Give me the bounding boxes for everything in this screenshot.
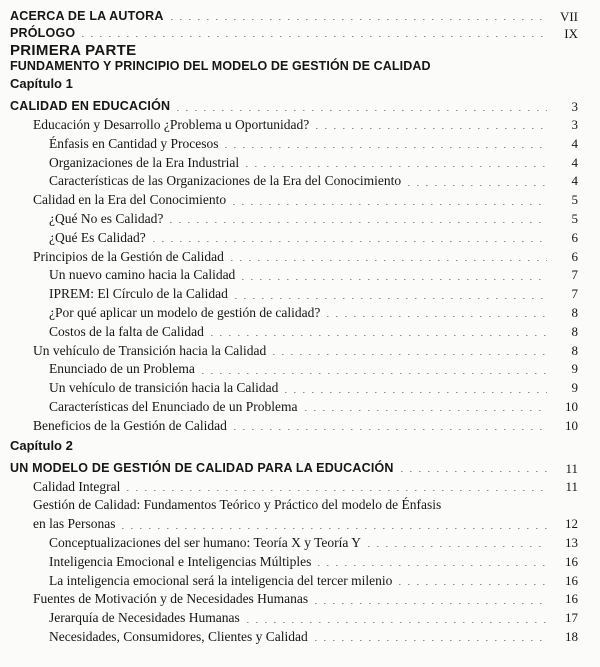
- toc-entry-page: 11: [565, 460, 578, 476]
- toc-entry-page: 12: [565, 516, 578, 532]
- toc-entry-page: 16: [565, 591, 578, 607]
- toc-entry-page: 7: [571, 267, 578, 283]
- toc-entry-text: FUNDAMENTO Y PRINCIPIO DEL MODELO DE GESTIÓN DE CALIDAD: [10, 59, 431, 73]
- dot-leader: [82, 25, 547, 42]
- toc-entry-page: 11: [565, 478, 578, 494]
- toc-entry: [10, 609, 578, 628]
- toc-entry: [10, 496, 578, 515]
- toc-entry-page: 5: [571, 192, 578, 208]
- toc-entry-text: UN MODELO DE GESTIÓN DE CALIDAD PARA LA EDUCACIÓN: [10, 460, 394, 475]
- toc-entry: [10, 172, 578, 191]
- dot-leader: [327, 304, 547, 323]
- toc-entry-page: 17: [565, 610, 578, 626]
- toc-entry: [10, 572, 578, 591]
- dot-leader: [408, 172, 547, 191]
- toc-entry-text: Conceptualizaciones del ser humano: Teoría X y Teoría Y: [49, 534, 362, 550]
- toc-entry-page: VII: [559, 9, 578, 24]
- toc-entry-text: Jerarquía de Necesidades Humanas: [49, 610, 240, 626]
- toc-entry: [10, 478, 578, 497]
- toc-entry-page: 7: [571, 286, 578, 302]
- toc-entry-page: 13: [565, 534, 578, 550]
- toc-entry: [10, 154, 578, 173]
- toc-entry: [10, 438, 578, 454]
- toc-entry-text: Características de las Organizaciones de la Era del Conocimiento: [49, 173, 402, 189]
- toc-entry-page: 3: [571, 99, 578, 114]
- dot-leader: [247, 609, 547, 628]
- toc-entry-text: PRÓLOGO: [10, 26, 76, 40]
- toc-entry-text: Capítulo 1: [10, 76, 73, 91]
- dot-leader: [122, 515, 547, 534]
- toc-entry-text: CALIDAD EN EDUCACIÓN: [10, 99, 171, 113]
- toc-entry: [10, 553, 578, 572]
- toc-entry-page: 6: [571, 229, 578, 245]
- dot-leader: [170, 210, 547, 229]
- toc-entry-page: 10: [565, 398, 578, 414]
- dot-leader: [225, 135, 547, 154]
- toc-entry-text: Un vehículo de Transición hacia la Calidad: [33, 342, 267, 358]
- dot-leader: [127, 478, 547, 497]
- toc-entry-text: Beneficios de la Gestión de Calidad: [33, 417, 227, 433]
- dot-leader: [231, 248, 547, 267]
- toc-entry: [10, 534, 578, 553]
- toc-entry-text: Un vehículo de transición hacia la Calidad: [49, 380, 279, 396]
- dot-leader: [211, 323, 547, 342]
- toc-entry: [10, 248, 578, 267]
- toc-entry-page: 16: [565, 572, 578, 588]
- dot-leader: [234, 417, 547, 436]
- toc-entry: [10, 135, 578, 154]
- toc-entry-text: Un nuevo camino hacia la Calidad: [49, 267, 236, 283]
- dot-leader: [242, 266, 547, 285]
- toc-entry: [10, 459, 578, 478]
- toc-entry-page: 10: [565, 417, 578, 433]
- toc-entry: [10, 8, 578, 25]
- toc-entry-page: 9: [571, 361, 578, 377]
- toc-entry: [10, 59, 578, 74]
- dot-leader: [235, 285, 547, 304]
- dot-leader: [202, 360, 547, 379]
- toc-entry-text: Fuentes de Motivación y de Necesidades Humanas: [33, 591, 309, 607]
- toc-entry-text: La inteligencia emocional será la inteligencia del tercer milenio: [49, 572, 393, 588]
- toc-entry-page: 5: [571, 210, 578, 226]
- toc-entry-text: ¿Qué No es Calidad?: [49, 210, 164, 226]
- toc-entry-text: Características del Enunciado de un Problema: [49, 398, 298, 414]
- dot-leader: [399, 572, 547, 591]
- toc-entry-text: Gestión de Calidad: Fundamentos Teórico y Práctico del modelo de Énfasis: [33, 497, 442, 513]
- dot-leader: [316, 116, 547, 135]
- dot-leader: [318, 553, 547, 572]
- dot-leader: [273, 342, 547, 361]
- toc-entry: [10, 628, 578, 647]
- toc-entry-text: Educación y Desarrollo ¿Problema u Oportunidad?: [33, 117, 310, 132]
- toc-entry-text: Organizaciones de la Era Industrial: [49, 154, 240, 170]
- toc-entry: [10, 379, 578, 398]
- toc-entry: [10, 116, 578, 135]
- toc-entry-page: 9: [571, 380, 578, 396]
- toc-entry-page: 8: [571, 342, 578, 358]
- toc-entry-page: 18: [565, 628, 578, 644]
- toc-entry-page: 16: [565, 553, 578, 569]
- toc-entry: [10, 417, 578, 436]
- toc-list: [10, 8, 578, 647]
- toc-entry: [10, 266, 578, 285]
- toc-entry-text: Inteligencia Emocional e Inteligencias Múltiples: [49, 553, 312, 569]
- dot-leader: [285, 379, 547, 398]
- dot-leader: [315, 590, 547, 609]
- toc-entry-text: Énfasis en Cantidad y Procesos: [49, 135, 219, 151]
- toc-entry: [10, 42, 578, 59]
- toc-entry-page: 3: [571, 117, 578, 132]
- toc-entry-text: en las Personas: [33, 516, 116, 532]
- dot-leader: [177, 97, 547, 116]
- dot-leader: [315, 628, 547, 647]
- dot-leader: [153, 229, 547, 248]
- toc-entry: [10, 25, 578, 42]
- toc-entry: [10, 360, 578, 379]
- toc-entry: [10, 210, 578, 229]
- toc-entry-text: ACERCA DE LA AUTORA: [10, 9, 164, 23]
- toc-entry: [10, 323, 578, 342]
- toc-entry-text: Capítulo 2: [10, 437, 73, 453]
- dot-leader: [246, 154, 547, 173]
- toc-entry-page: 8: [571, 323, 578, 339]
- toc-entry-text: PRIMERA PARTE: [10, 42, 137, 59]
- toc-entry-text: Costos de la falta de Calidad: [49, 323, 204, 339]
- dot-leader: [305, 398, 547, 417]
- toc-entry: [10, 76, 578, 92]
- toc-entry-text: Enunciado de un Problema: [49, 361, 195, 377]
- toc-entry-text: Principios de la Gestión de Calidad: [33, 248, 224, 264]
- dot-leader: [401, 459, 547, 478]
- dot-leader: [233, 191, 547, 210]
- dot-leader: [171, 8, 547, 25]
- toc-entry-text: Calidad Integral: [33, 478, 121, 494]
- toc-entry-page: 4: [571, 173, 578, 189]
- toc-entry: [10, 515, 578, 534]
- toc-entry: [10, 191, 578, 210]
- dot-leader: [368, 534, 547, 553]
- toc-entry: [10, 97, 578, 116]
- toc-entry-text: ¿Qué Es Calidad?: [49, 229, 146, 245]
- toc-entry-page: IX: [564, 26, 578, 41]
- toc-entry-page: 4: [571, 154, 578, 170]
- toc-entry-text: Necesidades, Consumidores, Clientes y Calidad: [49, 628, 308, 644]
- toc-entry: [10, 342, 578, 361]
- toc-entry: [10, 590, 578, 609]
- toc-entry: [10, 398, 578, 417]
- toc-entry-text: ¿Por qué aplicar un modelo de gestión de calidad?: [49, 304, 321, 320]
- toc-entry-page: 4: [571, 135, 578, 151]
- toc-entry-page: 8: [571, 304, 578, 320]
- toc-entry-page: 6: [571, 248, 578, 264]
- toc-entry-text: Calidad en la Era del Conocimiento: [33, 192, 227, 208]
- toc-entry: [10, 304, 578, 323]
- toc-entry: [10, 229, 578, 248]
- toc-entry-text: IPREM: El Círculo de la Calidad: [49, 286, 228, 302]
- toc-entry: [10, 285, 578, 304]
